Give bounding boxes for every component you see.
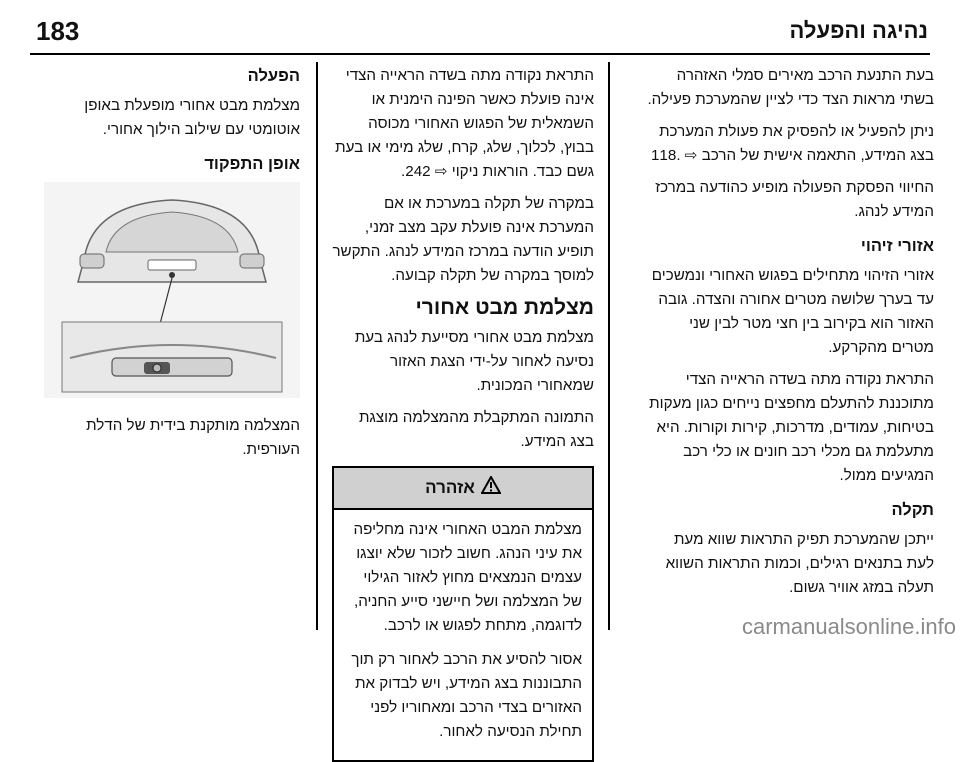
left-column (44, 64, 300, 470)
middle-column (332, 64, 594, 762)
section-heading: אופן התפקוד (204, 155, 300, 173)
warning-paragraph: מצלמת המבט האחורי אינה מחליפה את עיני הנהג. חשוב לזכור שלא יוצגו עצמים הנמצאים מחוץ לאזור הגילוי של המצלמה ושל חיישני סייע החניה, לדוגמה, מתחת לפגוש או לרכב. (353, 521, 582, 634)
paragraph: מצלמת מבט אחורי מסייעת לנהג בעת נסיעה לאחור על-ידי הצגת האזור שמאחורי המכונית. (354, 329, 594, 394)
header-rule (30, 53, 930, 55)
paragraph-text: התראת נקודה מתה בשדה הראייה הצדי אינה פועלת כאשר הפינה הימנית או השמאלית של הפגוש האחורי מכוסה בבוץ, לכלוך, שלג, קרח, שלג מימי או בעת גשם כבד. הוראות ניקוי (335, 67, 594, 180)
column-divider (608, 62, 610, 630)
section-heading: תקלה (891, 501, 934, 519)
rear-camera-illustration (44, 182, 300, 398)
paragraph: ייתכן שהמערכת תפיק התראות שווא מעת לעת בתנאים רגילים, וכמות התראות השווא תעלה במזג אוויר גשום. (665, 531, 934, 596)
paragraph: החיווי הפסקת הפעולה מופיע כהודעה במרכז המידע לנהג. (655, 179, 934, 220)
paragraph: במקרה של תקלה במערכת או אם המערכת אינה פועלת עקב מצב זמני, תופיע הודעה במרכז המידע לנהג. התקשר למוסך במקרה של תקלה קבועה. (332, 195, 594, 284)
warning-header (334, 468, 592, 510)
watermark: carmanualsonline.info (741, 614, 956, 639)
paragraph: בעת התנעת הרכב מאירים סמלי האזהרה בשתי מראות הצד כדי לציין שהמערכת פעילה. (647, 67, 934, 108)
section-heading: הפעלה (247, 67, 300, 85)
arrow-ref-icon: ⇨ (430, 163, 448, 180)
section-heading: מצלמת מבט אחורי (415, 296, 594, 319)
page-ref: .118 (650, 147, 681, 164)
paragraph: התמונה המתקבלת מהמצלמה מוצגת בצג המידע. (358, 409, 594, 450)
page-ref: 242. (401, 163, 431, 180)
arrow-ref-icon: ⇨ (680, 147, 698, 164)
paragraph: מצלמת מבט אחורי מופעלת באופן אוטומטי עם שילוב הילוך אחורי. (84, 97, 300, 138)
page-header (0, 0, 960, 52)
section-heading: אזורי זיהוי (860, 237, 934, 255)
paragraph (644, 120, 934, 168)
figure-caption: המצלמה מותקנת בידית של הדלת העורפית. (86, 417, 300, 458)
paragraph (332, 64, 594, 184)
paragraph: התראת נקודה מתה בשדה הראייה הצדי מתוכננת להתעלם מחפצים נייחים כגון מעקות בטיחות, עמודים, מדרכות, קירות וקורות. היא מתעלמת גם מכלי רכב חונים או כלי רכב המגיעים ממול. (649, 371, 934, 484)
paragraph: אזורי הזיהוי מתחילים בפגוש האחורי ונמשכים עד בערך שלושה מטרים אחורה והצדה. גובה האזור הוא בקירוב בין חצי מטר לבין שני מטרים מהקרקע. (651, 267, 934, 356)
page-number: 183 (36, 16, 80, 46)
warning-box (332, 466, 594, 762)
warning-triangle-icon (481, 476, 501, 501)
warning-body (334, 510, 592, 760)
right-column (644, 64, 934, 608)
column-divider (316, 62, 318, 630)
warning-label: אזהרה (425, 478, 475, 497)
paragraph-text: ניתן להפעיל או להפסיק את פעולת המערכת בצג המידע, התאמה אישית של הרכב (659, 123, 934, 164)
chapter-title: נהיגה והפעלה (789, 18, 928, 43)
warning-paragraph: אסור להסיע את הרכב לאחור רק תוך התבוננות בצג המידע, ויש לבדוק את האזורים בצדי הרכב ומאחוריו לפני תחילת הנסיעה לאחור. (351, 651, 582, 740)
